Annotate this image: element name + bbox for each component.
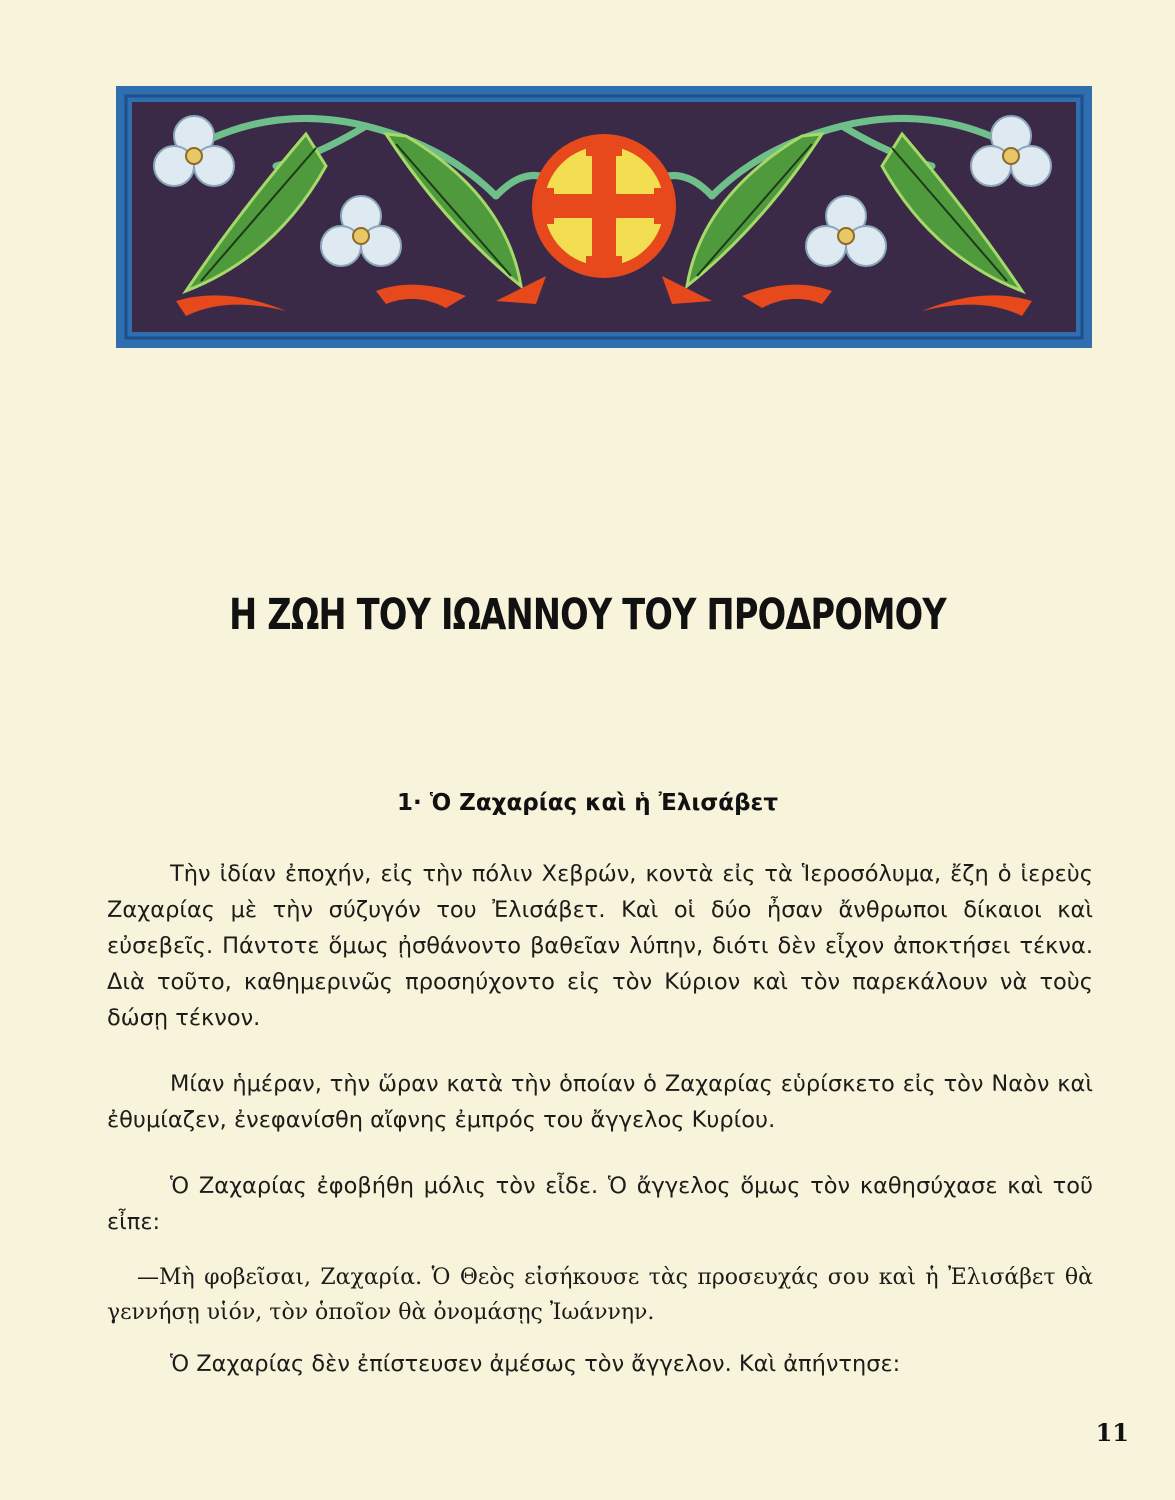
cross-medallion-icon [532,134,676,278]
page-title: Η ΖΩΗ ΤΟΥ ΙΩΑΝΝΟΥ ΤΟΥ ΠΡΟΔΡΟΜΟΥ [229,590,946,640]
paragraph-1: Τὴν ἰδίαν ἐποχήν, εἰς τὴν πόλιν Χεβρών, κοντὰ εἰς τὰ Ἱεροσόλυμα, ἔζη ὁ ἱερεὺς Ζαχαρίας μὲ τὴν σύζυγόν του Ἐλισάβετ. Καὶ οἱ δύο ἦσαν ἄνθρωποι δίκαιοι καὶ εὐσεβεῖς. Πάντοτε ὅμως ᾐσθάνοντο βαθεῖαν λύπην, διότι δὲν εἶχον ἀποκτήσει τέκνα. Διὰ τοῦτο, καθημερινῶς προσηύχοντο εἰς τὸν Κύριον καὶ τὸν παρεκάλουν νὰ τοὺς δώσῃ τέκνον. [107,861,1093,1031]
page-number: 11 [1095,1418,1129,1447]
ornamental-banner [116,86,1092,348]
paragraph-3: Ὁ Ζαχαρίας ἐφοβήθη μόλις τὸν εἶδε. Ὁ ἄγγελος ὅμως τὸν καθησύχασε καὶ τοῦ εἶπε: [107,1173,1093,1235]
paragraph-5: Ὁ Ζαχαρίας δὲν ἐπίστευσεν ἀμέσως τὸν ἄγγελον. Καὶ ἀπήντησε: [170,1351,901,1377]
paragraph-2: Μίαν ἡμέραν, τὴν ὥραν κατὰ τὴν ὁποίαν ὁ Ζαχαρίας εὑρίσκετο εἰς τὸν Ναὸν καὶ ἐθυμίαζεν, ἐνεφανίσθη αἴφνης ἐμπρός του ἄγγελος Κυρίου. [107,1071,1093,1133]
section-heading: 1· Ὁ Ζαχαρίας καὶ ἡ Ἐλισάβετ [396,790,779,816]
angel-speech-paragraph: —Μὴ φοβεῖσαι, Ζαχαρία. Ὁ Θεὸς εἰσήκουσε τὰς προσευχάς σου καὶ ἡ Ἐλισάβετ θὰ γεννήσῃ υἱόν, τὸν ὁποῖον θὰ ὀνομάσῃς Ἰωάννην. [107,1265,1093,1325]
